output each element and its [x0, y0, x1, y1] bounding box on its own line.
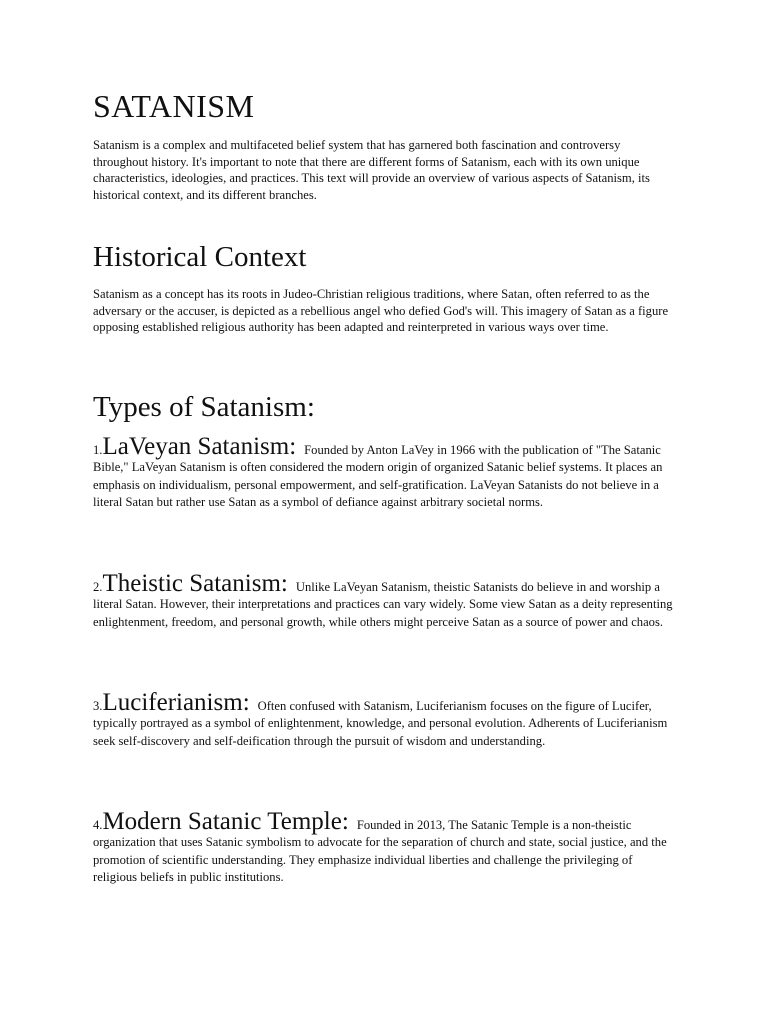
- list-item-colon: :: [280, 570, 288, 597]
- list-item-name: Luciferianism: [102, 689, 243, 716]
- list-item-number: 4.: [93, 818, 103, 832]
- list-item-colon: :: [341, 808, 349, 835]
- document-title: SATANISM: [93, 88, 255, 124]
- list-item-luciferianism: [93, 689, 677, 750]
- types-heading: Types of Satanism:: [93, 391, 315, 423]
- list-item-satanic-temple: [93, 808, 677, 887]
- list-item-name: LaVeyan Satanism: [102, 433, 290, 460]
- list-item-body: Founded in 2013, The Satanic Temple is a non-theistic organization that uses Satanic symbolism to advocate for the separation of church and state, social justice, and the promotion of scientific understanding. They emphasize individual liberties and challenge the privileging of religious beliefs in public institutions.: [93, 818, 667, 885]
- list-item-body: Founded by Anton LaVey in 1966 with the publication of "The Satanic Bible," LaVeyan Satanism is often considered the modern origin of organized Satanic belief systems. It places an emphasis on individualism, personal empowerment, and self-gratification. LaVeyan Satanists do not believe in a literal Satan but rather use Satan as a symbol of defiance against arbitrary societal norms.: [93, 443, 663, 510]
- list-item-name: Theistic Satanism: [102, 570, 281, 597]
- list-item-colon: :: [289, 433, 297, 460]
- list-item-body: Unlike LaVeyan Satanism, theistic Satanists do believe in and worship a literal Satan. However, their interpretations and practices can vary widely. Some view Satan as a deity representing enlightenment, freedom, and personal growth, while others might perceive Satan as a source of power and chaos.: [93, 580, 673, 629]
- intro-paragraph: Satanism is a complex and multifaceted belief system that has garnered both fascination and controversy throughout history. It's important to note that there are different forms of Satanism, each with its own unique characteristics, ideologies, and practices. This text will provide an overview of various aspects of Satanism, its historical context, and its different branches.: [93, 138, 650, 202]
- historical-context-heading: Historical Context: [93, 241, 307, 273]
- historical-context-paragraph: Satanism as a concept has its roots in Judeo-Christian religious traditions, where Satan, often referred to as the adversary or the accuser, is depicted as a rebellious angel who defied God's will. This imagery of Satan as a figure opposing established religious authority has been adapted and reinterpreted in various ways over time.: [93, 287, 669, 335]
- list-item-colon: :: [242, 689, 250, 716]
- list-item-body: Often confused with Satanism, Luciferianism focuses on the figure of Lucifer, typically portrayed as a symbol of enlightenment, knowledge, and personal evolution. Adherents of Luciferianism seek self-discovery and self-deification through the pursuit of wisdom and understanding.: [93, 699, 668, 748]
- list-item-laveyan: [93, 433, 677, 512]
- list-item-number: 1.: [93, 443, 103, 457]
- list-item-number: 3.: [93, 699, 103, 713]
- list-item-number: 2.: [93, 580, 103, 594]
- list-item-name: Modern Satanic Temple: [102, 808, 342, 835]
- list-item-theistic: [93, 570, 677, 631]
